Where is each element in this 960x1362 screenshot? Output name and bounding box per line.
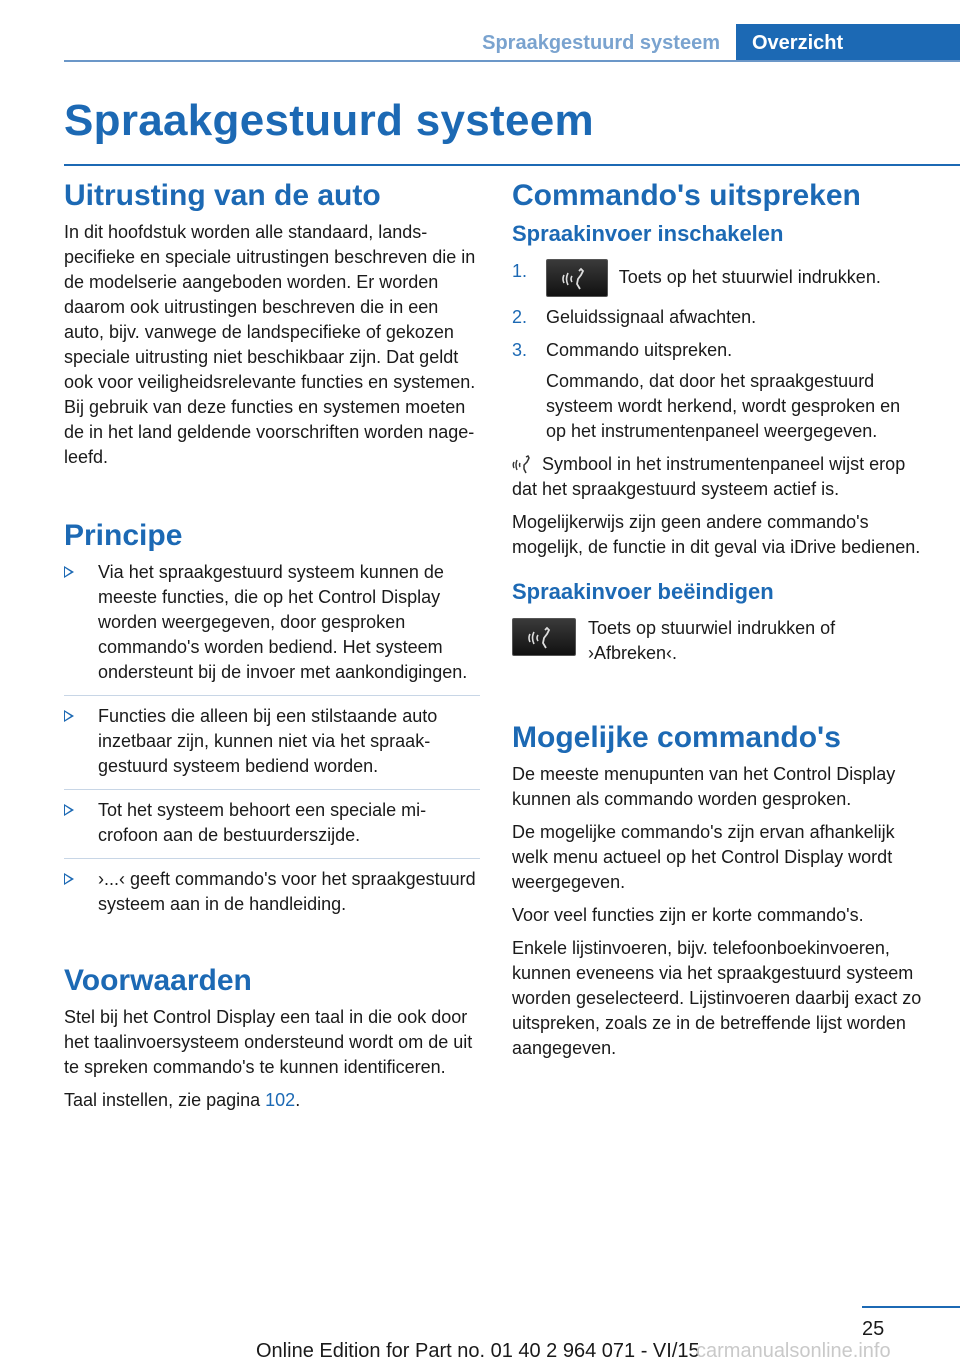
triangle-bullet-icon <box>64 804 74 816</box>
voice-button-image <box>512 618 576 656</box>
step-number: 3. <box>512 339 528 360</box>
section-title-principle: Principe <box>64 519 183 552</box>
section-title-requirements: Voorwaarden <box>64 964 252 997</box>
list-item: 1. Toets op het stuurwiel indrukken. <box>512 259 924 297</box>
requirements-text: Stel bij het Control Display een taal in die ook door het taalinvoersysteem ondersteund wordt om de uit te spreken commando's te kunnen identificeren. <box>64 1007 473 1077</box>
subsection-title-end: Spraakinvoer beëindigen <box>512 578 774 604</box>
equipment-text: In dit hoofdstuk worden alle standaard, landspecifieke en speciale uitrustingen beschreven die in de modelserie aangeboden worden. Er worden daarom ook uitrustingen beschreven die in een auto, bijv. vanwege de landspecifieke of gekozen speciale uitrusting niet beschikbaar zijn. Dat geldt ook voor veiligheidsrelevante functies en systemen. Bij gebruik van deze functies en systemen moeten de in het land geldende voorschriften worden nageleefd. <box>64 222 476 467</box>
title-divider <box>64 164 960 166</box>
page-title: Spraakgestuurd systeem <box>64 96 594 145</box>
list-item: Via het spraakgestuurd systeem kunnen de meeste functies, die op het Control Display worden weergegeven, door gesproken commando's worden bediend. Het systeem ondersteunt bij de invoer met aankondigingen. <box>64 560 480 696</box>
triangle-bullet-icon <box>64 566 74 578</box>
list-item: 2. Geluidssignaal afwachten. <box>512 305 924 330</box>
symbol-text: Symbool in het instrumentenpaneel wijst erop dat het spraakgestuurd systeem actief is. <box>512 453 906 499</box>
right-column <box>512 178 924 1069</box>
list-item: Tot het systeem behoort een speciale microfoon aan de bestuurderszijde. <box>64 798 480 859</box>
list-item: Functies die alleen bij een stilstaande auto inzetbaar zijn, kunnen niet via het spraakgestuurd systeem bediend worden. <box>64 704 480 790</box>
page-number-rule <box>862 1306 960 1308</box>
section-title-equipment: Uitrusting van de auto <box>64 179 381 212</box>
header-rule <box>64 60 960 62</box>
paragraph: De mogelijke commando's zijn ervan afhankelijk welk menu actueel op het Control Display wordt weergegeven. <box>512 822 895 893</box>
end-voice-text: Toets op stuurwiel indrukken of ›Afbreken‹. <box>588 618 836 664</box>
voice-button-image <box>546 259 608 297</box>
left-column <box>64 178 480 1121</box>
activation-steps <box>512 259 924 444</box>
page-link[interactable]: 102 <box>265 1090 296 1110</box>
principle-list <box>64 560 480 927</box>
section-title-possible-commands: Mogelijke commando's <box>512 721 841 755</box>
idrive-text: Mogelijkerwijs zijn geen andere commando's mogelijk, de functie in dit geval via iDrive bedienen. <box>512 511 921 557</box>
voice-control-icon <box>527 626 561 650</box>
header-section-title: Spraakgestuurd systeem <box>482 32 720 54</box>
header-tab: Overzicht <box>736 24 960 62</box>
triangle-bullet-icon <box>64 710 74 722</box>
edition-footer: Online Edition for Part no. 01 40 2 964 071 - VI/15 <box>256 1340 700 1362</box>
list-item: ›...‹ geeft commando's voor het spraakgestuurd systeem aan in de handleiding. <box>64 867 480 927</box>
watermark: carmanualsonline.info <box>696 1340 891 1362</box>
voice-symbol-icon <box>512 455 536 475</box>
language-reference: Taal instellen, zie pagina 102. <box>64 1090 301 1110</box>
paragraph: Voor veel functies zijn er korte commando's. <box>512 905 864 926</box>
section-title-commands: Commando's uitspreken <box>512 179 861 212</box>
page-number: 25 <box>862 1318 885 1340</box>
voice-control-icon <box>561 267 595 291</box>
paragraph: Enkele lijstinvoeren, bijv. telefoonboekinvoeren, kunnen eveneens via het spraakgestuurd systeem worden geselecteerd. Lijstinvoeren daarbij exact zo uitspreken, zoals ze in de betreffende lijst worden aangegeven. <box>512 938 922 1059</box>
list-item: 3. Commando uitspreken. Commando, dat door het spraakgestuurd systeem wordt herkend, wordt gesproken en op het instrumentenpaneel weergegeven. <box>512 339 901 441</box>
end-voice-row <box>512 616 924 666</box>
step-number: 1. <box>512 260 528 281</box>
paragraph: De meeste menupunten van het Control Display kunnen als commando worden gesproken. <box>512 764 896 810</box>
triangle-bullet-icon <box>64 873 74 885</box>
subsection-title-activate: Spraakinvoer inschakelen <box>512 221 784 246</box>
step-number: 2. <box>512 306 528 327</box>
